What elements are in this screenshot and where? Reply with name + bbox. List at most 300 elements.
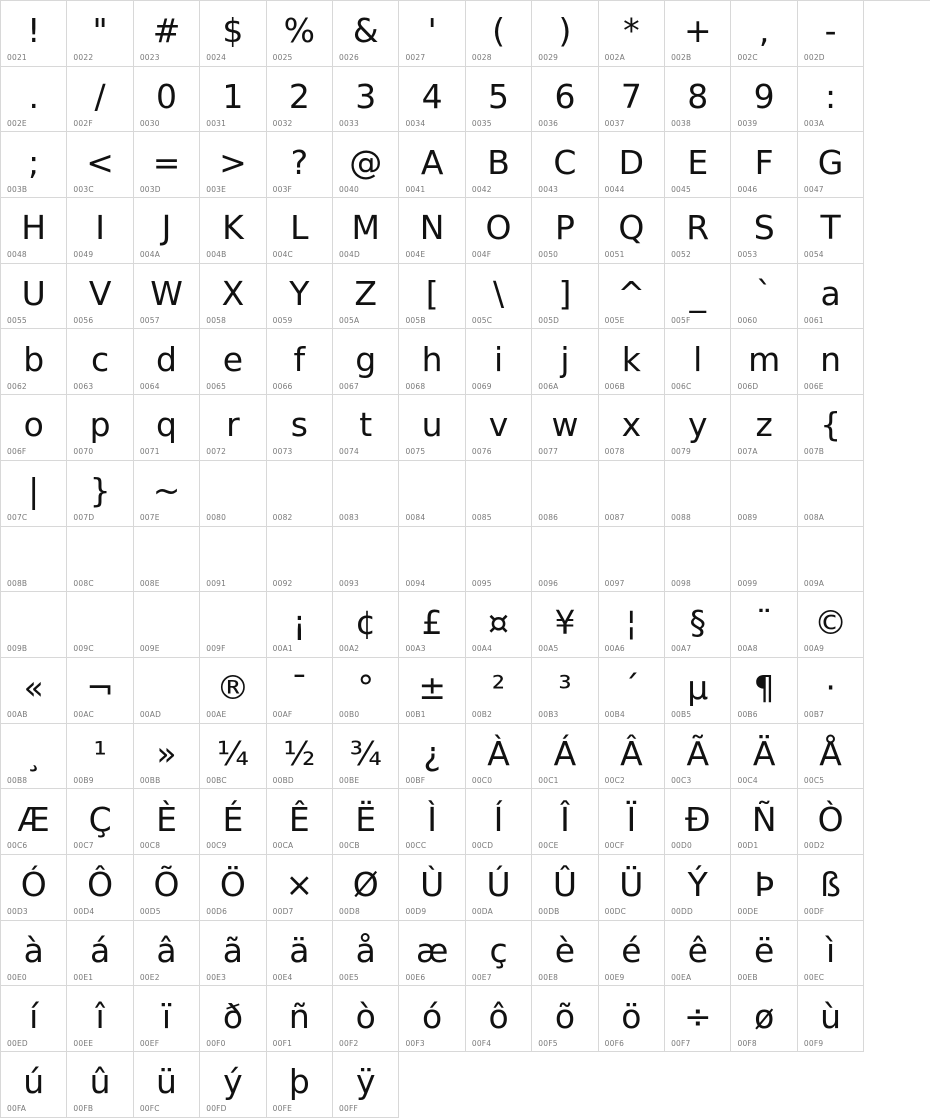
glyph-codepoint: 002B bbox=[671, 53, 692, 63]
glyph-cell[interactable] bbox=[200, 132, 266, 198]
glyph-cell[interactable] bbox=[267, 592, 333, 658]
glyph-cell[interactable] bbox=[532, 527, 598, 593]
glyph-codepoint: 00EF bbox=[139, 1038, 160, 1048]
glyph-codepoint: 0055 bbox=[7, 315, 27, 325]
glyph-character: ` bbox=[755, 273, 773, 313]
glyph-cell[interactable] bbox=[599, 461, 665, 527]
glyph-cell[interactable] bbox=[134, 921, 200, 987]
glyph-codepoint: 00B5 bbox=[671, 710, 692, 720]
glyph-cell[interactable] bbox=[599, 986, 665, 1052]
glyph-cell[interactable] bbox=[532, 658, 598, 724]
glyph-cell[interactable] bbox=[466, 527, 532, 593]
glyph-cell[interactable] bbox=[599, 264, 665, 330]
glyph-cell[interactable] bbox=[731, 67, 797, 133]
glyph-codepoint: 007E bbox=[139, 513, 160, 522]
glyph-cell[interactable] bbox=[599, 592, 665, 658]
glyph-codepoint: 004B bbox=[206, 250, 227, 260]
glyph-cell[interactable] bbox=[267, 789, 333, 855]
glyph-cell[interactable] bbox=[532, 855, 598, 921]
glyph-cell[interactable] bbox=[267, 921, 333, 987]
glyph-character: + bbox=[683, 11, 712, 51]
glyph-cell[interactable] bbox=[333, 921, 399, 987]
glyph-cell[interactable] bbox=[466, 132, 532, 198]
glyph-cell[interactable] bbox=[267, 264, 333, 330]
glyph-cell[interactable] bbox=[399, 395, 465, 461]
glyph-cell[interactable] bbox=[466, 395, 532, 461]
glyph-cell[interactable] bbox=[333, 395, 399, 461]
glyph-cell[interactable] bbox=[333, 724, 399, 790]
glyph-character: å bbox=[355, 930, 376, 970]
glyph-cell[interactable] bbox=[267, 67, 333, 133]
glyph-cell[interactable] bbox=[599, 527, 665, 593]
glyph-cell[interactable] bbox=[798, 527, 864, 593]
glyph-cell[interactable] bbox=[333, 527, 399, 593]
glyph-cell[interactable] bbox=[134, 67, 200, 133]
glyph-character: ~ bbox=[152, 471, 181, 511]
glyph-cell[interactable] bbox=[134, 132, 200, 198]
glyph-cell[interactable] bbox=[399, 855, 465, 921]
glyph-codepoint: 00B3 bbox=[538, 710, 559, 720]
glyph-codepoint: 00AB bbox=[7, 710, 28, 720]
glyph-codepoint: 00F2 bbox=[339, 1038, 359, 1048]
glyph-cell[interactable] bbox=[333, 986, 399, 1052]
glyph-codepoint: 005E bbox=[604, 315, 625, 325]
glyph-cell[interactable] bbox=[134, 329, 200, 395]
glyph-character: ¼ bbox=[216, 733, 249, 773]
glyph-cell[interactable] bbox=[599, 1, 665, 67]
glyph-cell[interactable] bbox=[399, 724, 465, 790]
glyph-cell[interactable] bbox=[1, 1052, 67, 1118]
glyph-codepoint: 0056 bbox=[73, 315, 94, 325]
glyph-cell[interactable] bbox=[67, 986, 133, 1052]
glyph-cell[interactable] bbox=[200, 1, 266, 67]
glyph-cell[interactable] bbox=[798, 395, 864, 461]
glyph-cell[interactable] bbox=[399, 986, 465, 1052]
glyph-cell[interactable] bbox=[1, 132, 67, 198]
glyph-codepoint: 0092 bbox=[272, 578, 293, 588]
glyph-cell[interactable] bbox=[399, 921, 465, 987]
glyph-character: S bbox=[753, 208, 775, 248]
glyph-cell[interactable] bbox=[731, 264, 797, 330]
glyph-codepoint: 007D bbox=[73, 513, 95, 522]
glyph-cell[interactable] bbox=[731, 461, 797, 527]
glyph-cell[interactable] bbox=[466, 329, 532, 395]
glyph-character: ¡ bbox=[292, 602, 306, 642]
glyph-cell[interactable] bbox=[1, 789, 67, 855]
glyph-cell[interactable] bbox=[333, 198, 399, 264]
glyph-character: ] bbox=[558, 273, 572, 313]
glyph-cell[interactable] bbox=[1, 264, 67, 330]
glyph-cell[interactable] bbox=[333, 67, 399, 133]
glyph-cell[interactable] bbox=[798, 855, 864, 921]
glyph-cell[interactable] bbox=[798, 986, 864, 1052]
glyph-cell[interactable] bbox=[1, 724, 67, 790]
glyph-cell[interactable] bbox=[532, 264, 598, 330]
glyph-codepoint: 0047 bbox=[803, 184, 824, 194]
glyph-cell[interactable] bbox=[134, 789, 200, 855]
glyph-cell[interactable] bbox=[665, 329, 731, 395]
glyph-cell[interactable] bbox=[333, 132, 399, 198]
glyph-cell[interactable] bbox=[200, 527, 266, 593]
glyph-character: 1 bbox=[222, 76, 244, 116]
glyph-cell[interactable] bbox=[466, 724, 532, 790]
glyph-cell[interactable] bbox=[1, 921, 67, 987]
glyph-cell[interactable] bbox=[399, 67, 465, 133]
glyph-cell[interactable] bbox=[1, 395, 67, 461]
glyph-codepoint: 0089 bbox=[737, 513, 758, 522]
glyph-cell[interactable] bbox=[665, 264, 731, 330]
glyph-cell[interactable] bbox=[399, 658, 465, 724]
glyph-cell[interactable] bbox=[665, 527, 731, 593]
glyph-codepoint: 0036 bbox=[538, 118, 559, 128]
glyph-cell[interactable] bbox=[399, 592, 465, 658]
glyph-cell[interactable] bbox=[1, 855, 67, 921]
glyph-cell[interactable] bbox=[67, 789, 133, 855]
glyph-cell[interactable] bbox=[134, 1052, 200, 1118]
glyph-codepoint: 0080 bbox=[206, 513, 227, 522]
glyph-cell[interactable] bbox=[399, 264, 465, 330]
glyph-cell[interactable] bbox=[532, 724, 598, 790]
glyph-cell[interactable] bbox=[665, 789, 731, 855]
glyph-codepoint: 004C bbox=[272, 250, 293, 260]
glyph-cell[interactable] bbox=[466, 658, 532, 724]
glyph-cell[interactable] bbox=[731, 724, 797, 790]
glyph-cell[interactable] bbox=[798, 592, 864, 658]
glyph-cell[interactable] bbox=[67, 1052, 133, 1118]
glyph-cell[interactable] bbox=[200, 264, 266, 330]
glyph-cell[interactable] bbox=[67, 461, 133, 527]
glyph-character: ® bbox=[216, 668, 250, 708]
glyph-codepoint: 009B bbox=[7, 644, 28, 654]
glyph-cell[interactable] bbox=[731, 527, 797, 593]
glyph-cell[interactable] bbox=[665, 67, 731, 133]
glyph-cell[interactable] bbox=[1, 329, 67, 395]
glyph-codepoint: 0096 bbox=[538, 578, 559, 588]
glyph-cell[interactable] bbox=[1, 527, 67, 593]
glyph-cell[interactable] bbox=[532, 592, 598, 658]
glyph-character: æ bbox=[415, 930, 449, 970]
glyph-cell[interactable] bbox=[532, 461, 598, 527]
glyph-cell[interactable] bbox=[200, 855, 266, 921]
glyph-cell[interactable] bbox=[67, 329, 133, 395]
glyph-codepoint: 00A8 bbox=[737, 644, 758, 654]
glyph-cell[interactable] bbox=[200, 461, 266, 527]
glyph-cell[interactable] bbox=[665, 592, 731, 658]
glyph-cell[interactable] bbox=[731, 198, 797, 264]
glyph-character: # bbox=[152, 11, 181, 51]
glyph-codepoint: 00AC bbox=[73, 710, 94, 720]
glyph-cell[interactable] bbox=[599, 132, 665, 198]
glyph-cell[interactable] bbox=[665, 724, 731, 790]
glyph-character: µ bbox=[687, 668, 709, 708]
glyph-cell[interactable] bbox=[67, 592, 133, 658]
glyph-character: È bbox=[156, 799, 177, 839]
glyph-cell[interactable] bbox=[798, 1, 864, 67]
glyph-cell[interactable] bbox=[333, 855, 399, 921]
glyph-cell[interactable] bbox=[532, 921, 598, 987]
glyph-cell[interactable] bbox=[267, 198, 333, 264]
glyph-cell[interactable] bbox=[1, 592, 67, 658]
glyph-cell[interactable] bbox=[665, 1, 731, 67]
glyph-codepoint: 0064 bbox=[139, 381, 160, 391]
glyph-cell[interactable] bbox=[267, 724, 333, 790]
glyph-codepoint: 00BB bbox=[139, 775, 161, 785]
glyph-cell[interactable] bbox=[200, 67, 266, 133]
glyph-cell[interactable] bbox=[267, 329, 333, 395]
glyph-cell[interactable] bbox=[665, 921, 731, 987]
glyph-cell[interactable] bbox=[134, 592, 200, 658]
glyph-cell[interactable] bbox=[67, 921, 133, 987]
glyph-cell[interactable] bbox=[599, 789, 665, 855]
glyph-cell[interactable] bbox=[134, 986, 200, 1052]
glyph-cell[interactable] bbox=[67, 395, 133, 461]
glyph-cell[interactable] bbox=[399, 789, 465, 855]
glyph-cell[interactable] bbox=[731, 789, 797, 855]
glyph-cell[interactable] bbox=[1, 1, 67, 67]
glyph-cell[interactable] bbox=[798, 461, 864, 527]
glyph-character: Ó bbox=[20, 865, 47, 905]
glyph-cell[interactable] bbox=[267, 395, 333, 461]
glyph-cell[interactable] bbox=[599, 329, 665, 395]
glyph-cell[interactable] bbox=[466, 921, 532, 987]
glyph-codepoint: 0079 bbox=[671, 447, 691, 457]
glyph-character: ï bbox=[161, 996, 172, 1036]
glyph-character: h bbox=[421, 339, 443, 379]
glyph-codepoint: 0053 bbox=[737, 250, 758, 260]
glyph-cell[interactable] bbox=[333, 329, 399, 395]
glyph-cell[interactable] bbox=[599, 67, 665, 133]
glyph-codepoint: 00CF bbox=[604, 841, 625, 851]
glyph-cell[interactable] bbox=[532, 1, 598, 67]
glyph-cell[interactable] bbox=[798, 658, 864, 724]
glyph-cell[interactable] bbox=[466, 264, 532, 330]
glyph-cell[interactable] bbox=[134, 658, 200, 724]
glyph-cell[interactable] bbox=[466, 198, 532, 264]
glyph-cell[interactable] bbox=[731, 986, 797, 1052]
glyph-codepoint: 008E bbox=[139, 578, 160, 588]
glyph-cell[interactable] bbox=[267, 986, 333, 1052]
glyph-cell[interactable] bbox=[267, 855, 333, 921]
glyph-cell[interactable] bbox=[200, 198, 266, 264]
glyph-codepoint: 003D bbox=[139, 184, 161, 194]
glyph-character: ý bbox=[223, 1062, 243, 1102]
glyph-cell[interactable] bbox=[798, 724, 864, 790]
glyph-cell[interactable] bbox=[67, 724, 133, 790]
glyph-character: < bbox=[86, 142, 114, 182]
glyph-cell[interactable] bbox=[466, 1, 532, 67]
glyph-cell[interactable] bbox=[67, 67, 133, 133]
glyph-codepoint: 0074 bbox=[339, 447, 359, 457]
glyph-cell[interactable] bbox=[466, 592, 532, 658]
glyph-cell[interactable] bbox=[798, 264, 864, 330]
glyph-cell[interactable] bbox=[599, 921, 665, 987]
glyph-cell[interactable] bbox=[267, 658, 333, 724]
glyph-cell[interactable] bbox=[1, 67, 67, 133]
glyph-cell[interactable] bbox=[665, 855, 731, 921]
glyph-codepoint: 00DF bbox=[803, 907, 825, 917]
glyph-cell[interactable] bbox=[798, 132, 864, 198]
glyph-cell[interactable] bbox=[466, 986, 532, 1052]
glyph-codepoint: 00CE bbox=[538, 841, 559, 851]
glyph-codepoint: 00B0 bbox=[339, 710, 360, 720]
glyph-cell[interactable] bbox=[267, 461, 333, 527]
glyph-cell[interactable] bbox=[532, 395, 598, 461]
glyph-cell[interactable] bbox=[599, 198, 665, 264]
glyph-cell[interactable] bbox=[200, 921, 266, 987]
glyph-cell[interactable] bbox=[333, 658, 399, 724]
glyph-character: Õ bbox=[153, 865, 180, 905]
glyph-cell[interactable] bbox=[532, 198, 598, 264]
glyph-cell[interactable] bbox=[532, 132, 598, 198]
glyph-cell[interactable] bbox=[1, 658, 67, 724]
glyph-cell[interactable] bbox=[267, 527, 333, 593]
glyph-character: 4 bbox=[421, 76, 443, 116]
glyph-cell[interactable] bbox=[399, 527, 465, 593]
glyph-character: R bbox=[686, 208, 710, 248]
glyph-codepoint: 00E9 bbox=[604, 972, 625, 982]
glyph-cell[interactable] bbox=[466, 855, 532, 921]
glyph-cell[interactable] bbox=[665, 132, 731, 198]
glyph-cell[interactable] bbox=[67, 855, 133, 921]
glyph-cell[interactable] bbox=[466, 789, 532, 855]
glyph-cell[interactable] bbox=[200, 986, 266, 1052]
glyph-cell[interactable] bbox=[731, 658, 797, 724]
glyph-codepoint: 006C bbox=[671, 381, 692, 391]
glyph-character: ½ bbox=[283, 733, 316, 773]
glyph-character: À bbox=[487, 733, 510, 773]
glyph-cell[interactable] bbox=[333, 1, 399, 67]
glyph-cell[interactable] bbox=[399, 329, 465, 395]
glyph-character: Ì bbox=[427, 799, 437, 839]
glyph-cell[interactable] bbox=[665, 986, 731, 1052]
glyph-cell[interactable] bbox=[200, 1052, 266, 1118]
glyph-codepoint: 00BE bbox=[339, 775, 360, 785]
glyph-cell[interactable] bbox=[1, 198, 67, 264]
glyph-cell[interactable] bbox=[134, 395, 200, 461]
glyph-cell[interactable] bbox=[67, 264, 133, 330]
glyph-cell[interactable] bbox=[200, 658, 266, 724]
glyph-cell[interactable] bbox=[67, 1, 133, 67]
glyph-cell[interactable] bbox=[731, 592, 797, 658]
glyph-cell[interactable] bbox=[399, 1, 465, 67]
glyph-cell[interactable] bbox=[200, 789, 266, 855]
glyph-cell[interactable] bbox=[1, 461, 67, 527]
glyph-cell[interactable] bbox=[1, 986, 67, 1052]
glyph-cell[interactable] bbox=[798, 789, 864, 855]
glyph-character: â bbox=[156, 930, 177, 970]
glyph-cell[interactable] bbox=[134, 198, 200, 264]
glyph-cell[interactable] bbox=[333, 461, 399, 527]
glyph-character: ¨ bbox=[755, 602, 773, 642]
glyph-cell[interactable] bbox=[665, 395, 731, 461]
glyph-cell[interactable] bbox=[399, 461, 465, 527]
glyph-character: Ò bbox=[817, 799, 844, 839]
glyph-cell[interactable] bbox=[599, 658, 665, 724]
glyph-cell[interactable] bbox=[731, 1, 797, 67]
glyph-codepoint: 00C6 bbox=[7, 841, 28, 851]
glyph-character: Û bbox=[552, 865, 578, 905]
glyph-cell[interactable] bbox=[134, 461, 200, 527]
glyph-cell[interactable] bbox=[333, 789, 399, 855]
glyph-cell[interactable] bbox=[798, 67, 864, 133]
glyph-cell[interactable] bbox=[532, 789, 598, 855]
glyph-codepoint: 00C0 bbox=[471, 775, 493, 785]
glyph-cell[interactable] bbox=[67, 527, 133, 593]
glyph-cell[interactable] bbox=[200, 329, 266, 395]
glyph-cell[interactable] bbox=[267, 1, 333, 67]
glyph-cell[interactable] bbox=[731, 395, 797, 461]
glyph-cell[interactable] bbox=[200, 395, 266, 461]
glyph-cell[interactable] bbox=[665, 658, 731, 724]
glyph-cell[interactable] bbox=[134, 1, 200, 67]
glyph-codepoint: 002E bbox=[7, 118, 27, 128]
glyph-cell[interactable] bbox=[134, 724, 200, 790]
glyph-character: Þ bbox=[754, 865, 775, 905]
glyph-cell[interactable] bbox=[665, 198, 731, 264]
glyph-cell[interactable] bbox=[731, 329, 797, 395]
glyph-cell[interactable] bbox=[599, 395, 665, 461]
glyph-codepoint: 00BC bbox=[206, 775, 227, 785]
glyph-cell[interactable] bbox=[333, 264, 399, 330]
glyph-cell[interactable] bbox=[466, 67, 532, 133]
glyph-cell[interactable] bbox=[134, 855, 200, 921]
glyph-codepoint: 0058 bbox=[206, 315, 227, 325]
glyph-cell[interactable] bbox=[599, 855, 665, 921]
glyph-character: > bbox=[219, 142, 247, 182]
glyph-cell[interactable] bbox=[67, 132, 133, 198]
glyph-cell[interactable] bbox=[200, 724, 266, 790]
glyph-cell[interactable] bbox=[798, 198, 864, 264]
glyph-cell[interactable] bbox=[399, 132, 465, 198]
glyph-character: q bbox=[156, 405, 177, 445]
glyph-cell[interactable] bbox=[333, 1052, 399, 1118]
glyph-codepoint: 00C5 bbox=[803, 775, 825, 785]
glyph-cell[interactable] bbox=[665, 461, 731, 527]
glyph-cell[interactable] bbox=[200, 592, 266, 658]
glyph-cell[interactable] bbox=[731, 132, 797, 198]
glyph-cell[interactable] bbox=[532, 67, 598, 133]
glyph-cell[interactable] bbox=[134, 527, 200, 593]
glyph-cell[interactable] bbox=[267, 1052, 333, 1118]
glyph-cell[interactable] bbox=[134, 264, 200, 330]
glyph-character: Ý bbox=[687, 865, 708, 905]
glyph-character: _ bbox=[689, 273, 707, 313]
glyph-character: x bbox=[621, 405, 642, 445]
glyph-cell[interactable] bbox=[67, 198, 133, 264]
glyph-cell[interactable] bbox=[731, 921, 797, 987]
glyph-cell[interactable] bbox=[599, 724, 665, 790]
glyph-cell[interactable] bbox=[532, 986, 598, 1052]
glyph-cell[interactable] bbox=[798, 329, 864, 395]
glyph-codepoint: 006E bbox=[803, 381, 824, 391]
glyph-cell[interactable] bbox=[731, 855, 797, 921]
glyph-codepoint: 0032 bbox=[272, 118, 293, 128]
glyph-character: p bbox=[89, 405, 111, 445]
glyph-cell[interactable] bbox=[399, 198, 465, 264]
glyph-cell[interactable] bbox=[333, 592, 399, 658]
glyph-codepoint: 0088 bbox=[671, 513, 691, 522]
glyph-cell[interactable] bbox=[466, 461, 532, 527]
glyph-character: ê bbox=[687, 930, 708, 970]
glyph-cell[interactable] bbox=[67, 658, 133, 724]
glyph-codepoint: 00CC bbox=[405, 841, 427, 851]
glyph-codepoint: 0084 bbox=[405, 513, 426, 522]
glyph-character: O bbox=[485, 208, 512, 248]
glyph-character: ü bbox=[156, 1062, 177, 1102]
glyph-cell[interactable] bbox=[532, 329, 598, 395]
glyph-cell[interactable] bbox=[267, 132, 333, 198]
glyph-cell[interactable] bbox=[798, 921, 864, 987]
